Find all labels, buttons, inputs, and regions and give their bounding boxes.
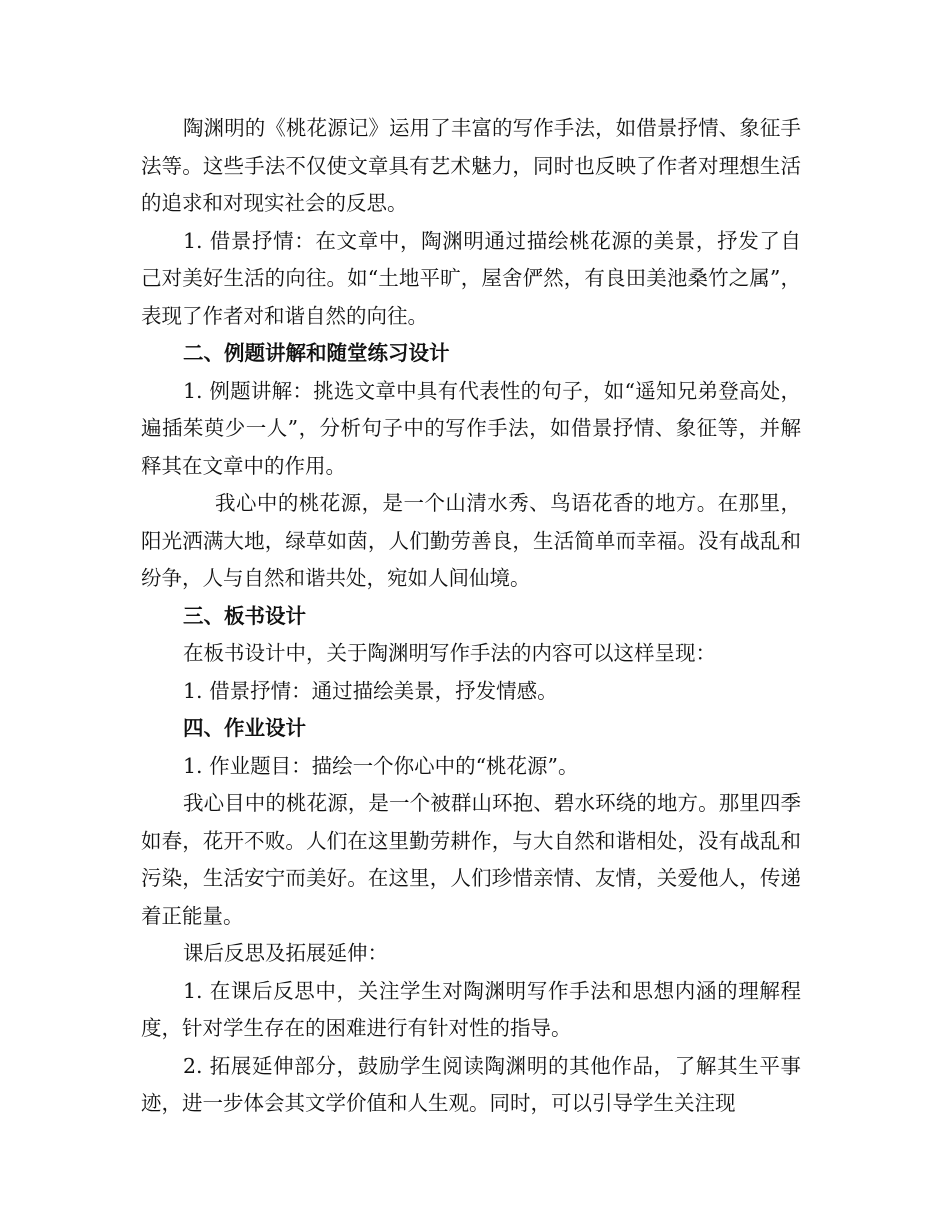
- section-heading-3: 三、板书设计: [183, 603, 306, 628]
- paragraph-reflection-title: 课后反思及拓展延伸：: [183, 941, 388, 965]
- paragraph-homework-topic: 1. 作业题目：描绘一个你心中的“桃花源”。: [183, 753, 579, 778]
- paragraph-homework-sample: 我心目中的桃花源，是一个被群山环抱、碧水环绕的地方。那里四季如春，花开不败。人们在这里勤劳耕作，与大自然和谐相处，没有战乱和污染，生活安宁而美好。在这里，人们珍惜亲情、友情，关爱他人，传递着正能量。: [141, 791, 801, 928]
- document-body: [141, 110, 801, 1123]
- paragraph-example-explanation: 1. 例题讲解：挑选文章中具有代表性的句子，如“遥知兄弟登高处，遍插茱萸少一人”，分析句子中的写作手法，如借景抒情、象征等，并解释其在文章中的作用。: [141, 378, 801, 478]
- section-heading-4: 四、作业设计: [183, 716, 306, 740]
- paragraph-reflection-2: 2. 拓展延伸部分，鼓励学生阅读陶渊明的其他作品，了解其生平事迹，进一步体会其文学价值和人生观。同时，可以引导学生关注现: [141, 1053, 801, 1115]
- paragraph-board-intro: 在板书设计中，关于陶渊明写作手法的内容可以这样呈现：: [183, 641, 716, 665]
- paragraph-reflection-1: 1. 在课后反思中，关注学生对陶渊明写作手法和思想内涵的理解程度，针对学生存在的困难进行有针对性的指导。: [141, 978, 801, 1040]
- paragraph-my-taohuayuan: 我心中的桃花源，是一个山清水秀、鸟语花香的地方。在那里，阳光洒满大地，绿草如茵，人们勤劳善良，生活简单而幸福。没有战乱和纷争，人与自然和谐共处，宛如人间仙境。: [141, 491, 801, 590]
- paragraph-board-item-1: 1. 借景抒情：通过描绘美景，抒发情感。: [183, 678, 558, 703]
- section-heading-2: 二、例题讲解和随堂练习设计: [183, 341, 450, 365]
- intro-paragraph: 陶渊明的《桃花源记》运用了丰富的写作手法，如借景抒情、象征手法等。这些手法不仅使文章具有艺术魅力，同时也反映了作者对理想生活的追求和对现实社会的反思。: [141, 116, 801, 215]
- paragraph-jiejing-shuqing: 1. 借景抒情：在文章中，陶渊明通过描绘桃花源的美景，抒发了自己对美好生活的向往。如“土地平旷，屋舍俨然，有良田美池桑竹之属”，表现了作者对和谐自然的向往。: [141, 228, 801, 328]
